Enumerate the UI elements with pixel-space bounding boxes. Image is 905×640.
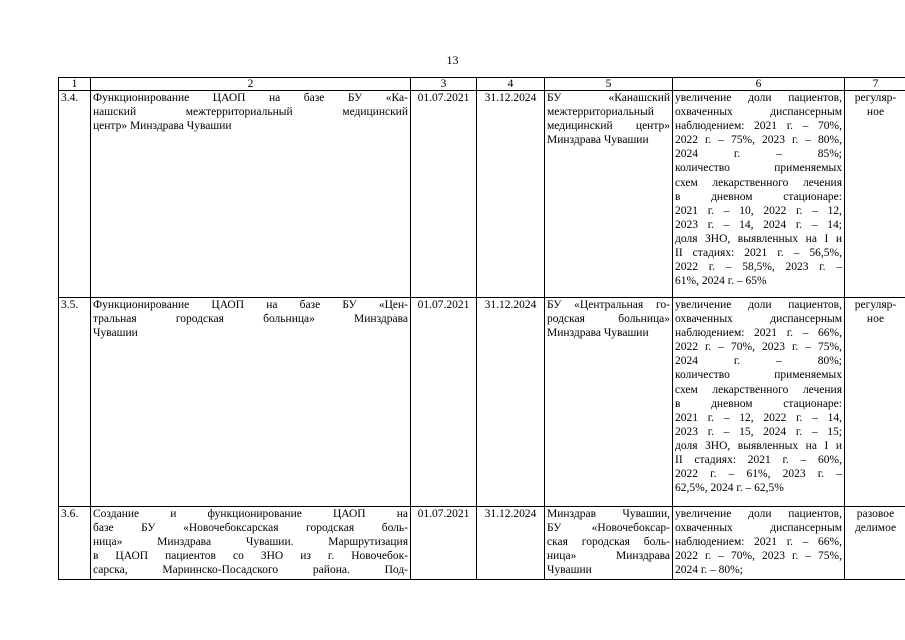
- measure-name-line: нашский межтерриториальный медицинский: [93, 106, 408, 119]
- table-header-row: [59, 78, 905, 91]
- row-number-cell: [59, 298, 91, 507]
- executor-line: межтерриториальный: [547, 106, 654, 119]
- row-number: 3.6.: [61, 508, 79, 520]
- executor-line: БУ «Новочебоксар-: [547, 522, 670, 535]
- result-line: 2023 г. – 14, 2024 г. – 14;: [675, 218, 842, 231]
- end-date-cell: [477, 507, 545, 580]
- periodicity-cell: [845, 507, 905, 580]
- start-date-cell: [411, 91, 477, 298]
- measure-name-line: Создание и функционирование ЦАОП на: [93, 508, 408, 520]
- executor-line: медицинский центр»: [547, 120, 670, 133]
- result-line: увеличение доли пациентов,: [675, 508, 842, 520]
- result-line: 2022 г. – 70%, 2023 г. – 75%,: [675, 341, 842, 354]
- executor-line: Чувашии: [547, 564, 592, 577]
- result-line: 2022 г. – 61%, 2023 г. –: [675, 468, 842, 481]
- column-header: 4: [477, 78, 545, 91]
- result-line: наблюдением: 2021 г. – 66%,: [675, 327, 842, 340]
- result-cell: [673, 91, 845, 298]
- start-date: 01.07.2021: [417, 299, 470, 311]
- row-number: 3.4.: [61, 92, 79, 104]
- column-header: 2: [91, 78, 411, 91]
- column-header: 6: [673, 78, 845, 91]
- end-date: 31.12.2024: [484, 92, 537, 104]
- result-line: доля ЗНО, выявленных на I и: [675, 439, 842, 452]
- row-number: 3.5.: [61, 299, 79, 311]
- periodicity-line: регуляр-: [854, 299, 897, 311]
- result-line: II стадиях: 2021 г. – 60%,: [675, 454, 842, 467]
- page-number: 13: [446, 53, 459, 67]
- measure-name-cell: [91, 91, 411, 298]
- executor-line: Минздрава Чувашии: [547, 327, 649, 340]
- measure-name-line: Чувашии: [93, 327, 138, 340]
- end-date-cell: [477, 298, 545, 507]
- result-line: доля ЗНО, выявленных на I и: [675, 232, 842, 245]
- executor-line: БУ «Центральная го-: [547, 299, 670, 311]
- result-line: увеличение доли пациентов,: [675, 92, 842, 104]
- measure-name-line: сарска, Мариинско-Посадского района. Под-: [93, 564, 408, 577]
- measure-name-line: в ЦАОП пациентов со ЗНО из г. Новочебок-: [93, 550, 408, 563]
- result-cell: [673, 507, 845, 580]
- periodicity-cell: [845, 91, 905, 298]
- result-line: 62,5%, 2024 г. – 62,5%: [675, 482, 784, 495]
- result-line: количество применяемых: [675, 369, 842, 382]
- result-line: схем лекарственного лечения: [675, 176, 842, 189]
- result-line: увеличение доли пациентов,: [675, 299, 842, 311]
- measure-name-cell: [91, 507, 411, 580]
- result-line: 2024 г. – 80%;: [675, 564, 743, 577]
- result-line: 2023 г. – 15, 2024 г. – 15;: [675, 425, 842, 438]
- row-number-cell: [59, 507, 91, 580]
- end-date-cell: [477, 91, 545, 298]
- executor-line: БУ «Канашский: [547, 92, 670, 104]
- result-line: охваченных диспансерным: [675, 313, 842, 326]
- executor-cell: [545, 298, 673, 507]
- column-header: 5: [545, 78, 673, 91]
- table-row: [59, 91, 905, 298]
- row-number-cell: [59, 91, 91, 298]
- result-line: 2021 г. – 10, 2022 г. – 12,: [675, 204, 842, 217]
- result-line: 2022 г. – 75%, 2023 г. – 80%,: [675, 134, 842, 147]
- column-header: 7: [845, 78, 905, 91]
- periodicity-line: регуляр-: [854, 92, 897, 104]
- result-line: схем лекарственного лечения: [675, 383, 842, 396]
- periodicity-cell: [845, 298, 905, 507]
- end-date: 31.12.2024: [484, 508, 537, 520]
- measures-table: [58, 77, 905, 580]
- executor-cell: [545, 91, 673, 298]
- result-line: 2024 г. – 85%;: [675, 148, 842, 161]
- start-date: 01.07.2021: [417, 508, 470, 520]
- executor-line: ница» Минздрава: [547, 550, 670, 563]
- start-date-cell: [411, 507, 477, 580]
- executor-line: ская городская боль-: [547, 536, 670, 549]
- periodicity-line: ное: [866, 313, 885, 326]
- start-date: 01.07.2021: [417, 92, 470, 104]
- table-row: [59, 298, 905, 507]
- result-line: в дневном стационаре:: [675, 397, 842, 410]
- measure-name-line: базе БУ «Новочебоксарская городская боль-: [93, 522, 408, 535]
- periodicity-line: ное: [866, 106, 885, 119]
- result-line: наблюдением: 2021 г. – 66%,: [675, 536, 842, 549]
- result-line: охваченных диспансерным: [675, 106, 842, 119]
- table-row: [59, 507, 905, 580]
- periodicity-line: разовое: [856, 508, 895, 520]
- executor-line: родская больница»: [547, 313, 670, 326]
- column-header: 1: [59, 78, 91, 91]
- end-date: 31.12.2024: [484, 299, 537, 311]
- result-line: 2022 г. – 70%, 2023 г. – 75%,: [675, 550, 842, 563]
- measure-name-line: Функционирование ЦАОП на базе БУ «Цен-: [93, 299, 408, 311]
- measure-name-cell: [91, 298, 411, 507]
- column-header: 3: [411, 78, 477, 91]
- result-line: 2024 г. – 80%;: [675, 355, 842, 368]
- result-line: в дневном стационаре:: [675, 190, 842, 203]
- measure-name-line: центр» Минздрава Чувашии: [93, 120, 232, 133]
- executor-line: Минздрава Чувашии: [547, 134, 649, 147]
- result-line: охваченных диспансерным: [675, 522, 842, 535]
- result-line: наблюдением: 2021 г. – 70%,: [675, 120, 842, 133]
- measure-name-line: Функционирование ЦАОП на базе БУ «Ка-: [93, 92, 408, 104]
- measure-name-line: ница» Минздрава Чувашии. Маршрутизация: [93, 536, 408, 549]
- result-line: 2021 г. – 12, 2022 г. – 14,: [675, 411, 842, 424]
- executor-cell: [545, 507, 673, 580]
- result-cell: [673, 298, 845, 507]
- result-line: 2022 г. – 58,5%, 2023 г. –: [675, 261, 842, 274]
- periodicity-line: делимое: [854, 522, 897, 535]
- measure-name-line: тральная городская больница» Минздрава: [93, 313, 408, 326]
- executor-line: Минздрав Чувашии,: [547, 508, 670, 520]
- result-line: количество применяемых: [675, 162, 842, 175]
- start-date-cell: [411, 298, 477, 507]
- result-line: 61%, 2024 г. – 65%: [675, 275, 767, 288]
- result-line: II стадиях: 2021 г. – 56,5%,: [675, 247, 842, 260]
